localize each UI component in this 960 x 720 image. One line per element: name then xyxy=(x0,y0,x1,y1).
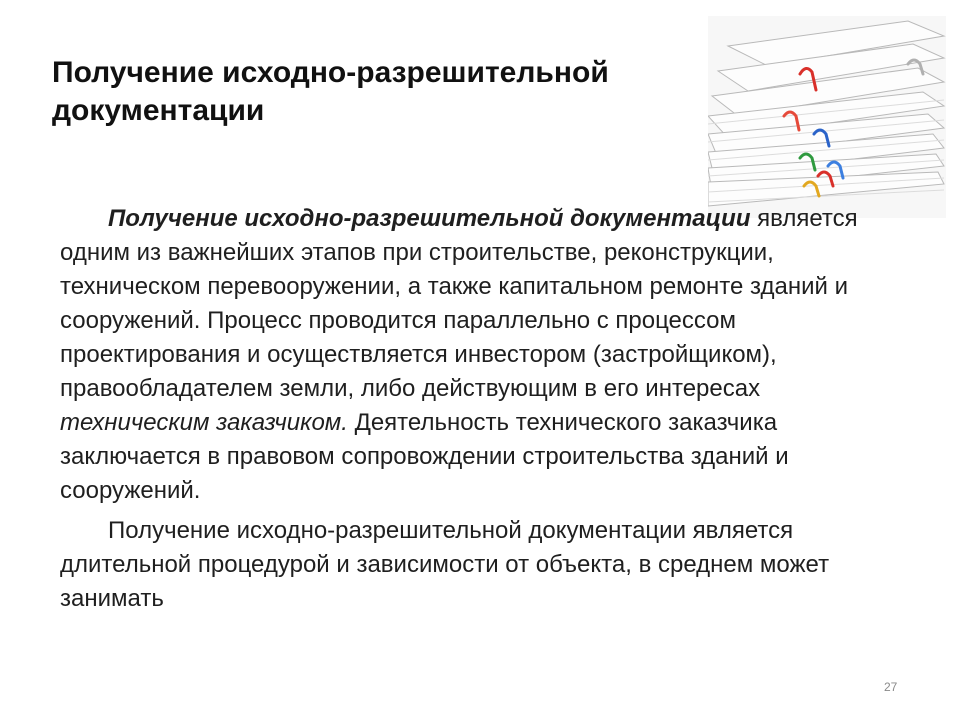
paragraph-1-text: является одним из важнейших этапов при строительстве, реконструкции, техническом перевооружении, а также капитальном ремонте зданий и сооружений. Процесс проводится параллельно с процессом проектирования и осуществляется инвестором (застройщиком), правообладателем земли, либо действующим в его интересах xyxy=(60,205,858,402)
paragraph-1 xyxy=(60,202,910,508)
paragraph-2: Получение исходно-разрешительной документации является длительной процедурой и зависимости от объекта, в среднем может занимать xyxy=(60,517,830,612)
body-text xyxy=(60,202,910,616)
paragraph-1-italic: техническим заказчиком. xyxy=(60,409,348,436)
page-number: 27 xyxy=(884,680,898,694)
paragraph-1-text-end: Деятельность технического заказчика заключается в правовом сопровождении строительства зданий и сооружений. xyxy=(60,409,789,504)
paper-stack-icon xyxy=(708,16,946,218)
paper-stack-image xyxy=(708,16,946,218)
slide-title: Получение исходно-разрешительной документации xyxy=(52,56,609,127)
paragraph-1-lead: Получение исходно-разрешительной документации xyxy=(108,205,751,232)
